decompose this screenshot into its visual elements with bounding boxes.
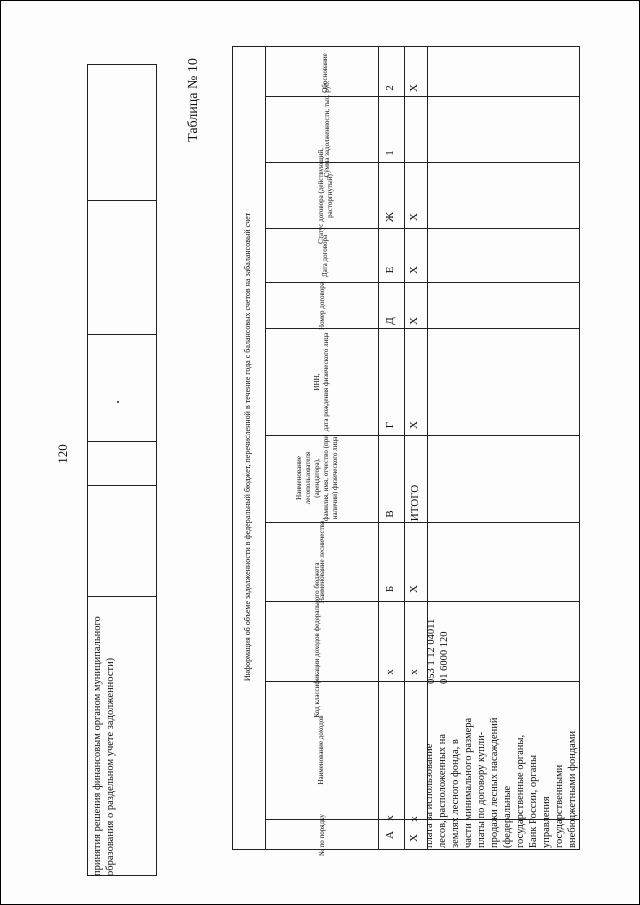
main-table-heading: Информация об объеме задолженности в федеральный бюджет, перечисленной в течение года с балансовых счетов на забалансовый счет <box>243 212 252 682</box>
col-header-inn-line-2: дата рождения физического лица <box>322 332 330 432</box>
row-1-income-line-10: управления <box>541 796 552 848</box>
row-1-income-line-6: продажи лесных насаждений <box>489 717 500 848</box>
continuation-text-line-1: принятия решения финансовым органом муниципального <box>92 616 103 876</box>
col-header-income-name: Наименование доходов <box>317 715 325 785</box>
col-header-contract-status-line-2: расторгнутый) <box>326 174 334 218</box>
col-code-zh: Ж <box>384 212 396 222</box>
row-1-income-line-8: государственные органы, <box>515 734 526 848</box>
row-1-income-line-11: государственными <box>554 764 565 848</box>
total-row-contract-number: Х <box>408 317 420 325</box>
total-row-income: х <box>408 816 420 822</box>
col-code-e: Е <box>384 266 396 274</box>
col-header-classification-code: Код классификации доходов федерального бюджета <box>313 562 321 718</box>
table-caption: Таблица № 10 <box>186 58 201 142</box>
col-header-inn-line-1: ИНН, <box>313 373 321 391</box>
row-1-classification-code <box>425 594 453 684</box>
total-row-inn: Х <box>408 421 420 429</box>
col-header-basis: Обоснование <box>321 53 329 93</box>
col-code-1: 1 <box>384 150 396 156</box>
col-code-d: Д <box>384 317 396 325</box>
total-row-forestry: Х <box>408 585 420 593</box>
total-row-label: ИТОГО <box>409 484 421 522</box>
col-header-user-name-line-2: лесопользователя <box>304 451 312 505</box>
col-code-g: Г <box>384 421 396 429</box>
continuation-text <box>91 606 121 876</box>
continuation-text-line-2: образования о раздельном учете задолженности) <box>105 657 116 876</box>
row-1-income-line-4: части минимального размера <box>463 717 474 848</box>
row-1-income-name <box>423 710 579 848</box>
col-header-user-name-line-5: наличии) физического лица <box>331 436 339 520</box>
row-1-code-line-1: 053 1 12 04011 <box>426 618 437 684</box>
total-row-number: Х <box>408 834 420 842</box>
col-header-contract-status-line-1: Статус договора (действующий, <box>317 148 325 244</box>
total-row-status: Х <box>408 213 420 221</box>
col-code-v: В <box>384 510 396 518</box>
row-1-income-line-3: землях лесного фонда, в <box>450 739 461 848</box>
col-header-forestry: Наименование лесничества <box>318 520 326 604</box>
row-1-income-line-7: (федеральные <box>502 785 513 848</box>
col-code-b: Б <box>384 585 396 593</box>
col-code-income: х <box>384 815 396 821</box>
col-header-user-name-line-1: Наименование <box>295 456 303 500</box>
row-1-income-line-9: Банк России, органы <box>528 754 539 848</box>
total-row-contract-date: Х <box>408 266 420 274</box>
row-1-income-line-5: платы по договору купли- <box>476 731 487 848</box>
row-1-income-line-12: внебюджетными фондами <box>567 730 578 848</box>
row-1-income-line-2: лесов, расположенных на <box>437 733 448 848</box>
col-header-number: № по порядку <box>318 814 326 856</box>
col-header-contract-number: Номер договора <box>318 282 326 330</box>
col-header-debt-amount: Сумма задолженности, тыс. руб. <box>323 80 331 178</box>
col-code-a: А <box>384 831 396 839</box>
total-row-basis: Х <box>408 84 420 92</box>
col-header-user-name-line-3: (арендатора), <box>313 458 321 498</box>
small-mark <box>117 401 119 403</box>
col-code-classification: х <box>384 669 396 675</box>
row-1-code-line-2: 01 6000 120 <box>439 631 450 684</box>
col-code-2: 2 <box>384 85 396 91</box>
col-header-contract-date: Дата договора <box>321 234 329 278</box>
col-header-user-name-line-4: фамилия, имя, отчество (при <box>322 435 330 521</box>
page-number: 120 <box>55 444 70 464</box>
row-1-income-line-1: плата за использование <box>424 743 435 848</box>
total-row-code: х <box>408 669 420 675</box>
